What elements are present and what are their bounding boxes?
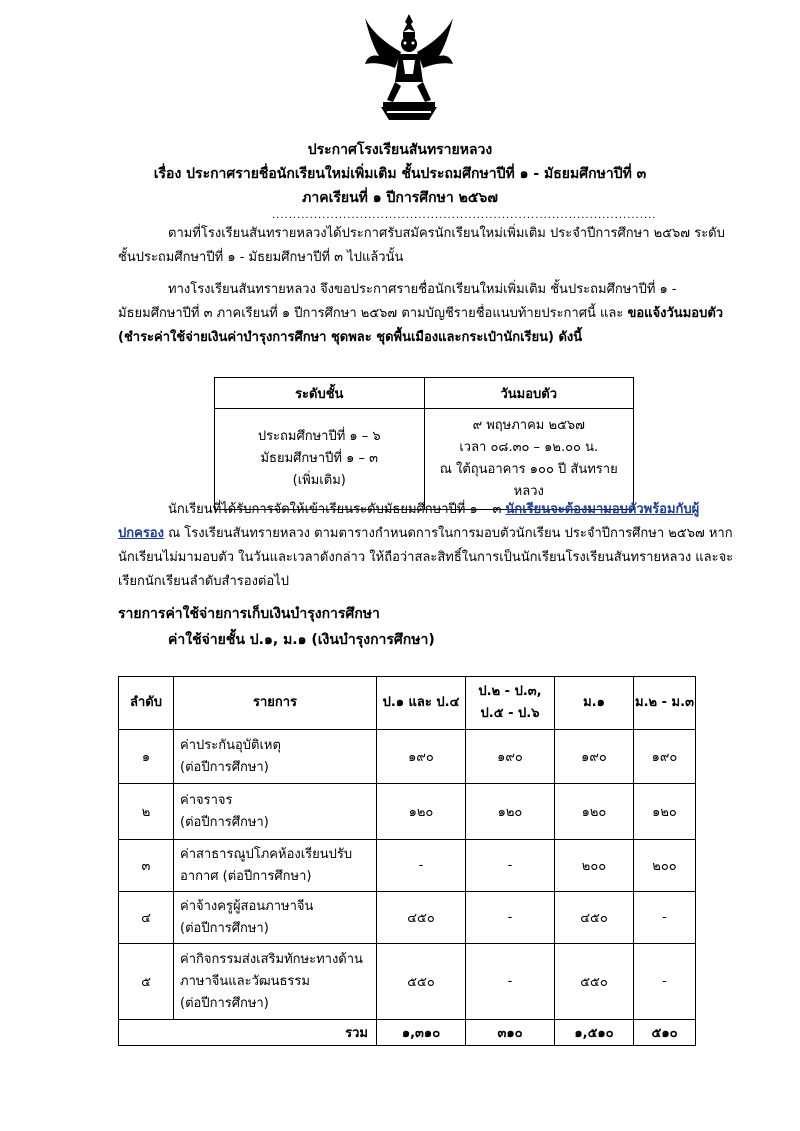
fees-header-item: รายการ (174, 677, 377, 730)
row-item (174, 730, 377, 784)
level-line: มัธยมศึกษาปีที่ ๑ – ๓ (260, 451, 379, 466)
fee-cell: - (466, 840, 555, 892)
row-number: ๕ (119, 944, 174, 1020)
date-cell (424, 409, 634, 510)
requirement-text-pre: นักเรียนที่ได้รับการจัดให้เข้าเรียนระดับมัธยมศึกษาปีที่ ๑ – ๓ (168, 502, 506, 517)
fee-cell: ๑๙๐ (634, 730, 696, 784)
row-item (174, 840, 377, 892)
fees-header-m1: ม.๑ (555, 677, 634, 730)
date-header: วันมอบตัว (424, 378, 634, 409)
table-row (119, 944, 696, 1020)
fee-cell: - (377, 840, 466, 892)
fee-cell: ๒๐๐ (634, 840, 696, 892)
notice-bold-text: ขอแจ้งวันมอบตัว (ชำระค่าใช้จ่ายเงินค่าบำรุงการศึกษา ชุดพละ ชุดพื้นเมืองและกระเป๋านักเรียน) ดังนี้ (118, 306, 724, 345)
requirement-text-post: ณ โรงเรียนสันทรายหลวง ตามตารางกำหนดการในการมอบตัวนักเรียน ประจำปีการศึกษา ๒๕๖๗ หากนักเรียนไม่มามอบตัว ในวันและเวลาดังกล่าว ให้ถือว่าสละสิทธิ์ในการเป็นนักเรียนโรงเรียนสันทรายหลวง และจะเรียกนักเรียนลำดับสำรองต่อไป (118, 526, 734, 589)
requirement-paragraph (118, 498, 738, 594)
total-label: รวม (119, 1020, 377, 1046)
total-cell: ๑,๕๑๐ (555, 1020, 634, 1046)
fee-cell: - (634, 944, 696, 1020)
fee-cell: ๕๕๐ (555, 944, 634, 1020)
announcement-term: ภาคเรียนที่ ๑ ปีการศึกษา ๒๕๖๗ (302, 190, 498, 206)
fees-subheading: ค่าใช้จ่ายชั้น ป.๑, ม.๑ (เงินบำรุงการศึกษา) (168, 632, 435, 648)
table-row (119, 730, 696, 784)
requirement-underlined-text: นักเรียนจะต้องมามอบตัวพร้อมกับผู้ปกครอง (118, 502, 700, 541)
row-number: ๑ (119, 730, 174, 784)
fee-cell: ๔๕๐ (555, 892, 634, 944)
item-name: ค่ากิจกรรมส่งเสริมทักษะทางด้าน (180, 951, 363, 967)
fee-cell: ๑๙๐ (555, 730, 634, 784)
intro-paragraph (118, 222, 738, 270)
fees-heading: รายการค่าใช้จ่ายการเก็บเงินบำรุงการศึกษา (118, 606, 380, 622)
venue-line: ณ ใต้ถุนอาคาร ๑๐๐ ปี สันทรายหลวง (439, 462, 618, 499)
level-cell (215, 409, 425, 510)
fees-header-m2-m3: ม.๒ - ม.๓ (634, 677, 696, 730)
fees-header-no: ลำดับ (119, 677, 174, 730)
total-cell: ๑,๓๑๐ (377, 1020, 466, 1046)
fee-cell: ๒๐๐ (555, 840, 634, 892)
time-line: เวลา ๐๘.๓๐ – ๑๒.๐๐ น. (459, 440, 599, 455)
garuda-emblem-icon (363, 12, 455, 124)
item-name: ค่าสาธารณูปโภคห้องเรียนปรับ (180, 846, 353, 862)
fees-header-p2-p6: ป.๒ - ป.๓, ป.๕ - ป.๖ (466, 677, 555, 730)
table-row (119, 840, 696, 892)
item-note: (ต่อปีการศึกษา) (180, 814, 269, 830)
total-cell: ๓๑๐ (466, 1020, 555, 1046)
fees-header-p1-p4: ป.๑ และ ป.๔ (377, 677, 466, 730)
item-note: อากาศ (ต่อปีการศึกษา) (180, 868, 312, 884)
fee-cell: ๑๒๐ (555, 784, 634, 840)
level-line: ประถมศึกษาปีที่ ๑ – ๖ (257, 429, 381, 444)
item-note: (ต่อปีการศึกษา) (180, 995, 269, 1011)
intro-text: ตามที่โรงเรียนสันทรายหลวงได้ประกาศรับสมัครนักเรียนใหม่เพิ่มเติม ประจำปีการศึกษา ๒๕๖๗ ระดับชั้นประถมศึกษาปีที่ ๑ - มัธยมศึกษาปีที่ ๓ ไปแล้วนั้น (118, 226, 725, 265)
row-item (174, 784, 377, 840)
row-item (174, 892, 377, 944)
level-header: ระดับชั้น (215, 378, 425, 409)
item-name: ค่าจราจร (180, 792, 233, 808)
fee-cell: ๑๒๐ (634, 784, 696, 840)
table-row (119, 892, 696, 944)
level-line: (เพิ่มเติม) (292, 473, 346, 488)
schedule-row (215, 409, 634, 510)
fee-cell: - (466, 892, 555, 944)
fee-cell: - (466, 944, 555, 1020)
total-row (119, 1020, 696, 1046)
row-number: ๓ (119, 840, 174, 892)
fee-cell: ๑๙๐ (466, 730, 555, 784)
announcement-subject: เรื่อง ประกาศรายชื่อนักเรียนใหม่เพิ่มเติม ชั้นประถมศึกษาปีที่ ๑ - มัธยมศึกษาปีที่ ๓ (153, 166, 647, 182)
notice-paragraph (118, 278, 738, 350)
registration-schedule-table (214, 377, 634, 510)
notice-text: ทางโรงเรียนสันทรายหลวง จึงขอประกาศรายชื่อนักเรียนใหม่เพิ่มเติม ชั้นประถมศึกษาปีที่ ๑ - มัธยมศึกษาปีที่ ๓ ภาคเรียนที่ ๑ ปีการศึกษา ๒๕๖๗ ตามบัญชีรายชื่อแนบท้ายประกาศนี้ และ (118, 282, 677, 321)
fee-cell: ๑๙๐ (377, 730, 466, 784)
table-row (119, 784, 696, 840)
item-note: (ต่อปีการศึกษา) (180, 759, 269, 775)
fee-cell: ๑๒๐ (377, 784, 466, 840)
item-note: ภาษาจีนและวัฒนธรรม (180, 973, 310, 989)
fee-cell: ๑๒๐ (466, 784, 555, 840)
schedule-header-row (215, 378, 634, 409)
fee-cell: ๔๕๐ (377, 892, 466, 944)
fees-table (118, 676, 696, 1046)
row-number: ๔ (119, 892, 174, 944)
fees-header-row (119, 677, 696, 730)
dotted-divider: ............................................................................................ (272, 210, 657, 221)
announcement-title: ประกาศโรงเรียนสันทรายหลวง (307, 142, 493, 158)
date-line: ๙ พฤษภาคม ๒๕๖๗ (472, 418, 585, 433)
row-item (174, 944, 377, 1020)
item-name: ค่าจ้างครูผู้สอนภาษาจีน (180, 898, 314, 914)
row-number: ๒ (119, 784, 174, 840)
item-note: (ต่อปีการศึกษา) (180, 920, 269, 936)
total-cell: ๕๑๐ (634, 1020, 696, 1046)
fee-cell: - (634, 892, 696, 944)
fee-cell: ๕๕๐ (377, 944, 466, 1020)
item-name: ค่าประกันอุบัติเหตุ (180, 737, 281, 753)
